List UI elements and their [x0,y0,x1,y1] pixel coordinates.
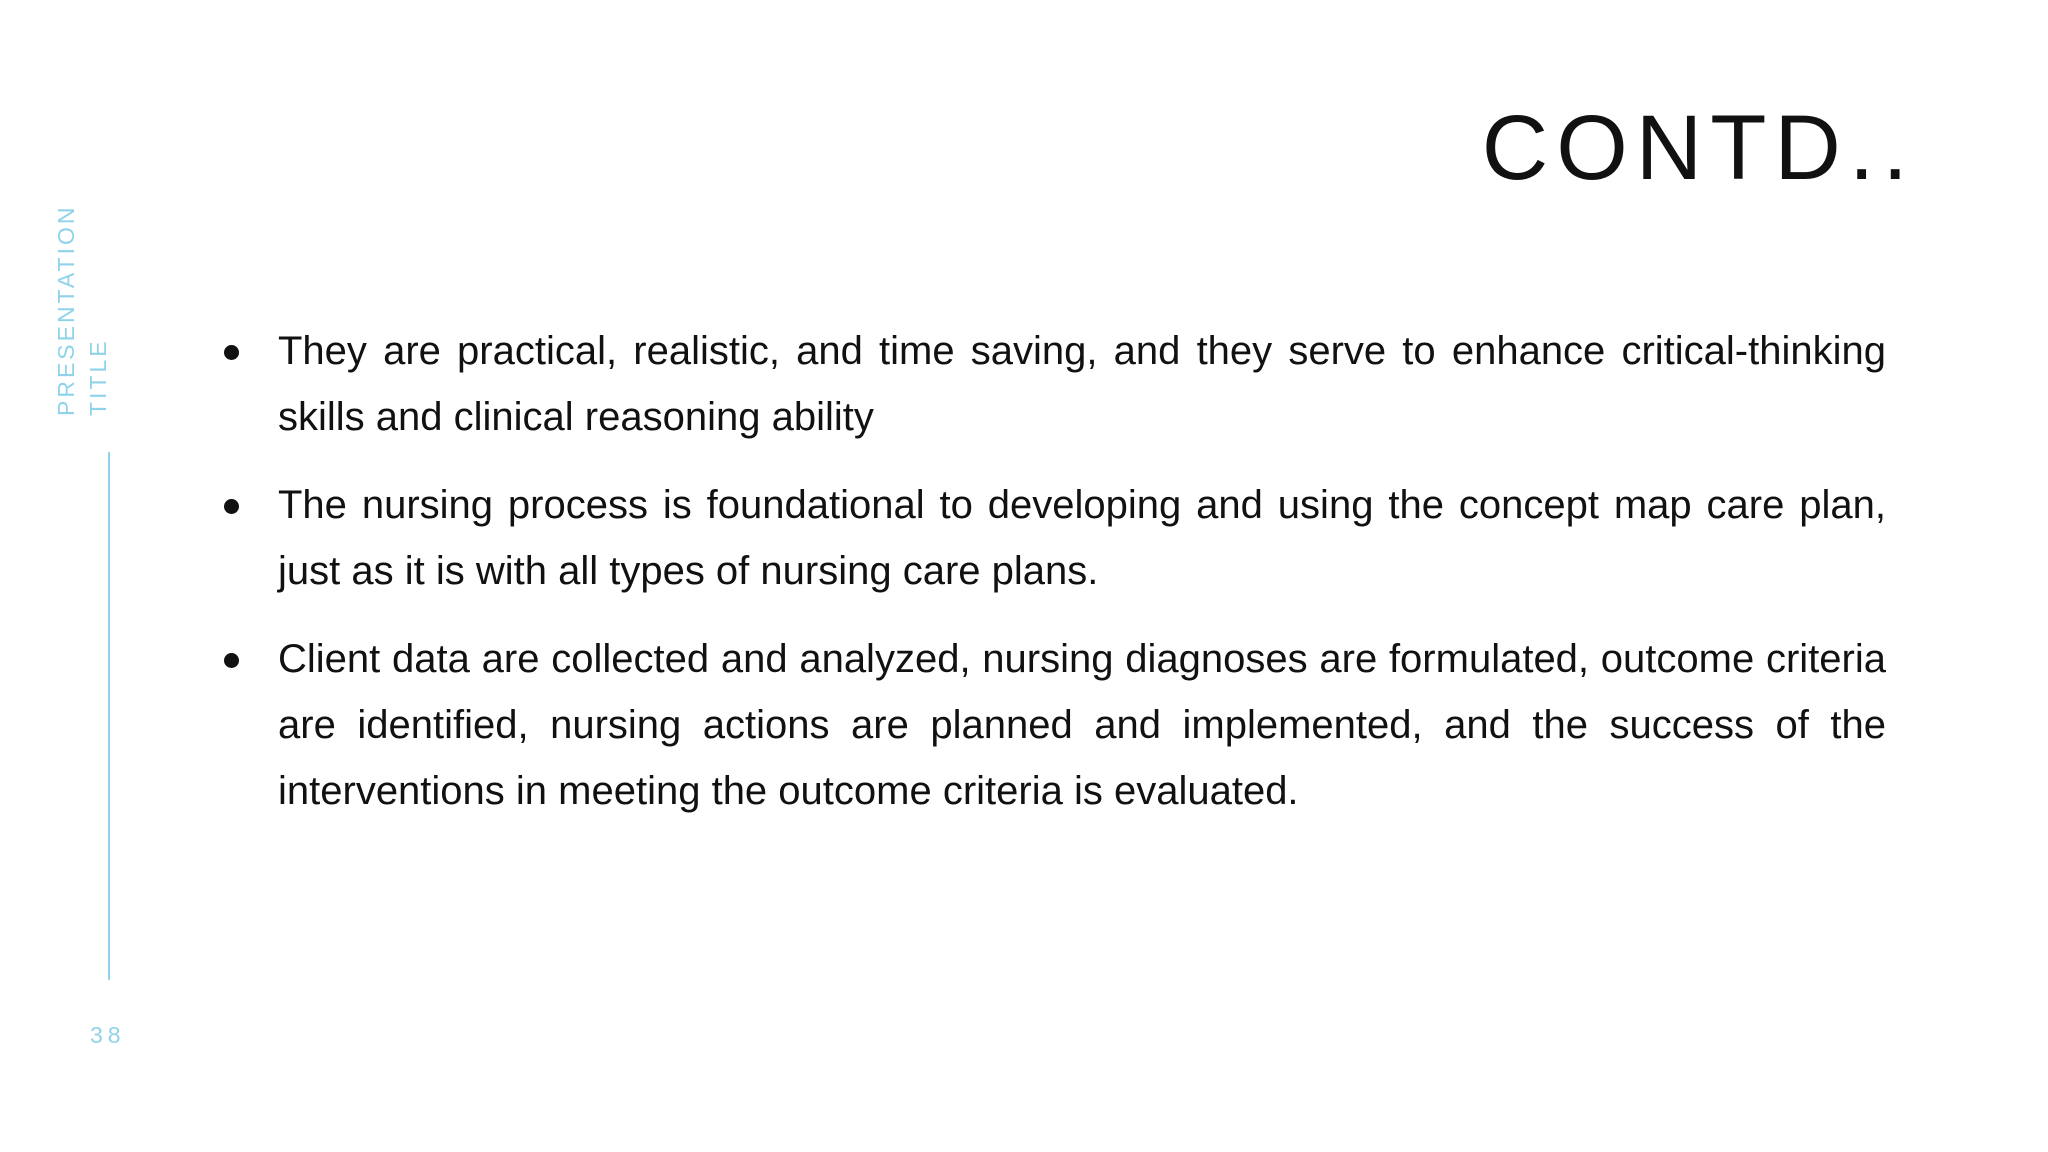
bullet-item [222,626,1886,824]
bullet-item [222,318,1886,450]
bullet-dot-icon [224,345,239,360]
bullet-item [222,472,1886,604]
bullet-list [222,318,1886,846]
bullet-text: Client data are collected and analyzed, nursing diagnoses are formulated, outcome criteria are identified, nursing actions are planned and implemented, and the success of the interventions in meeting the outcome criteria is evaluated. [278,637,1886,813]
bullet-text: They are practical, realistic, and time saving, and they serve to enhance critical-thinking skills and clinical reasoning ability [278,329,1886,439]
presentation-title-line2: TITLE [85,338,111,416]
bullet-text: The nursing process is foundational to developing and using the concept map care plan, just as it is with all types of nursing care plans. [278,483,1886,593]
bullet-dot-icon [224,653,239,668]
presentation-title-line1: PRESENTATION [53,204,79,416]
page-number: 38 [90,1022,126,1048]
vertical-divider [108,452,110,980]
slide-title: CONTD.. [1481,97,1916,199]
bullet-dot-icon [224,499,239,514]
presentation-title-vertical [53,186,122,416]
